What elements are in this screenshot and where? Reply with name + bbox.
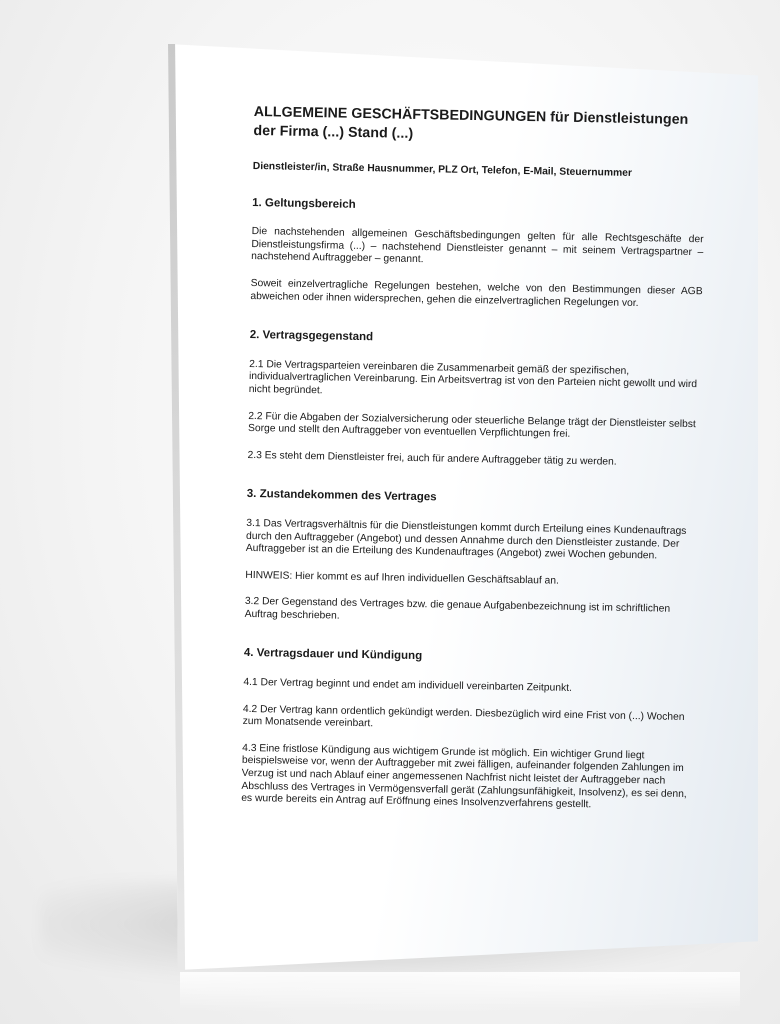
paragraph: 2.2 Für die Abgaben der Sozialversicherung oder steuerliche Belange trägt der Dienstleister selbst Sorge und stellt den Auftraggeber von eventuellen Verpflichtungen frei.	[247, 410, 696, 440]
section-zustandekommen	[244, 488, 698, 629]
paragraph: 2.3 Es steht dem Dienstleister frei, auch für andere Auftraggeber tätig zu werden.	[247, 449, 617, 468]
section-geltungsbereich	[250, 197, 704, 312]
section-heading: 2. Vertragsgegenstand	[249, 329, 374, 344]
document-title: ALLGEMEINE GESCHÄFTSBEDINGUNGEN für Dienstleistungen der Firma (...) Stand (...)	[253, 103, 689, 142]
paragraph: Die nachstehenden allgemeinen Geschäftsbedingungen gelten für alle Rechtsgeschäfte der Dienstleistungsfirma (...) – nachstehend Dienstleister genannt – mit seinem Vertragspartner – nachstehend Auftraggeber – genannt.	[251, 226, 704, 266]
page-reflection	[180, 972, 740, 1012]
paragraph: 3.2 Der Gegenstand des Vertrages bzw. die genaue Aufgabenbezeichnung ist im schriftlichen Auftrag beschrieben.	[244, 596, 671, 622]
paragraph: 4.1 Der Vertrag beginnt und endet am individuell vereinbarten Zeitpunkt.	[243, 676, 572, 694]
paragraph: 4.3 Eine fristlose Kündigung aus wichtigem Grunde ist möglich. Ein wichtiger Grund liegt beispielsweise vor, wenn der Auftraggeber mit zwei fälligen, aufeinander folgenden Zahlungen im Verzug ist und nach Ablauf einer angemessenen Nachfrist nicht leistet der Auftraggeber nach Abschluss des Vertrages in Vermögensverfall gerät (Zahlungsunfähigkeit, Insolvenz), es sei denn, es wurde bereits ein Antrag auf Eröffnung eines Insolvenzverfahrens gestellt.	[241, 742, 687, 811]
section-vertragsdauer	[241, 647, 696, 814]
paragraph: 2.1 Die Vertragsparteien vereinbaren die Zusammenarbeit gemäß der spezifischen, individualvertraglichen Vereinbarung. Ein Arbeitsvertrag ist von den Parteien nicht gewollt und wird nicht begründet.	[248, 358, 698, 397]
section-heading: 3. Zustandekommen des Vertrages	[246, 488, 437, 504]
section-vertragsgegenstand	[247, 329, 701, 470]
paragraph: 3.1 Das Vertragsverhältnis für die Dienstleistungen kommt durch Erteilung eines Kundenauftrags durch den Auftraggeber (Angebot) und dessen Annahme durch den Dienstleister zustande. Der Auftraggeber ist an die Erteilung des Kundenauftrages (Angebot) zwei Wochen gebunden.	[245, 517, 687, 562]
paragraph: Soweit einzelvertragliche Regelungen bestehen, welche von den Bestimmungen dieser AGB abweichen oder ihnen widersprechen, gehen die einzelvertraglichen Regelungen vor.	[250, 277, 703, 309]
provider-details: Dienstleister/in, Straße Hausnummer, PLZ Ort, Telefon, E-Mail, Steuernummer	[252, 160, 633, 179]
section-heading: 1. Geltungsbereich	[252, 196, 356, 211]
hint-paragraph: HINWEIS: Hier kommt es auf Ihren individuellen Geschäftsablauf an.	[245, 569, 560, 587]
section-heading: 4. Vertragsdauer und Kündigung	[243, 647, 423, 663]
paragraph: 4.2 Der Vertrag kann ordentlich gekündigt werden. Diesbezüglich wird eine Frist von (...) Wochen zum Monatsende vereinbart.	[242, 703, 685, 730]
document-content	[241, 103, 706, 828]
